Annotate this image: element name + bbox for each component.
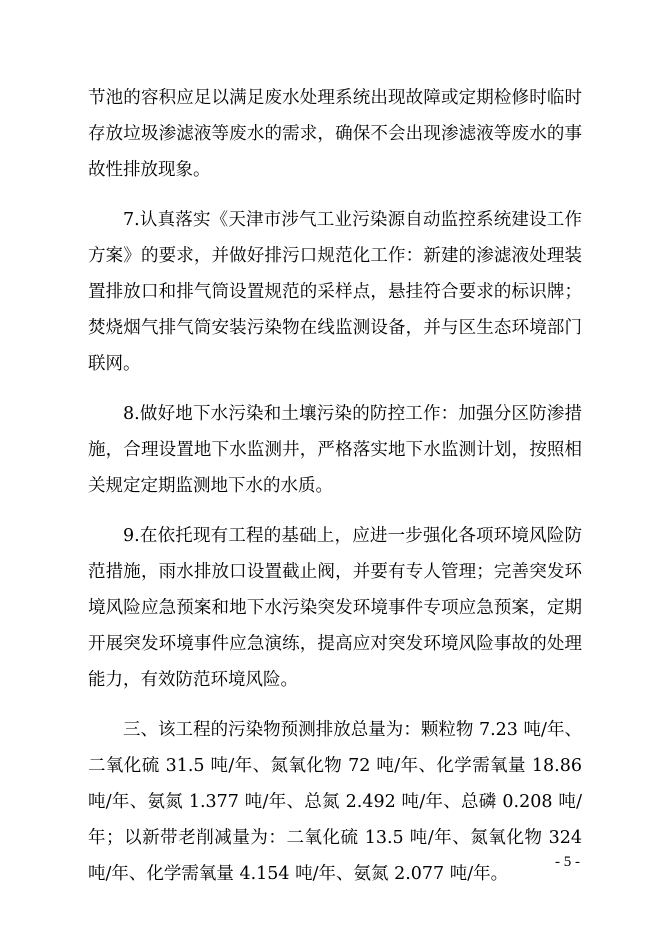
page-number: - 5 -: [555, 854, 580, 870]
paragraph-item-8: 8.做好地下水污染和土壤污染的防控工作：加强分区防渗措施，合理设置地下水监测井，严格落实地下水监测计划，按照相关规定定期监测地下水的水质。: [88, 404, 582, 496]
paragraph-item-9: 9.在依托现有工程的基础上，应进一步强化各项环境风险防范措施，雨水排放口设置截止阀，并要有专人管理；完善突发环境风险应急预案和地下水污染突发环境事件专项应急预案，定期开展突发环境事件应急演练，提高应对突发环境风险事故的处理能力，有效防范环境风险。: [88, 526, 582, 690]
paragraph-item-7: 7.认真落实《天津市涉气工业污染源自动监控系统建设工作方案》的要求，并做好排污口规范化工作：新建的渗滤液处理装置排放口和排气筒设置规范的采样点，悬挂符合要求的标识牌；焚烧烟气排气筒安装污染物在线监测设备，并与区生态环境部门联网。: [88, 210, 582, 374]
paragraph-continued: 节池的容积应足以满足废水处理系统出现故障或定期检修时临时存放垃圾渗滤液等废水的需求，确保不会出现渗滤液等废水的事故性排放现象。: [88, 88, 582, 180]
paragraph-section-3: 三、该工程的污染物预测排放总量为：颗粒物 7.23 吨/年、二氧化硫 31.5 吨/年、氮氧化物 72 吨/年、化学需氧量 18.86 吨/年、氨氮 1.377 吨/年、总氮 2.492 吨/年、总磷 0.208 吨/年；以新带老削减量为：二氧化硫 13.5 吨/年、氮氧化物 324 吨/年、化学需氧量 4.154 吨/年、氨氮 2.077 吨/年。: [88, 720, 582, 884]
document-body: [88, 80, 582, 906]
